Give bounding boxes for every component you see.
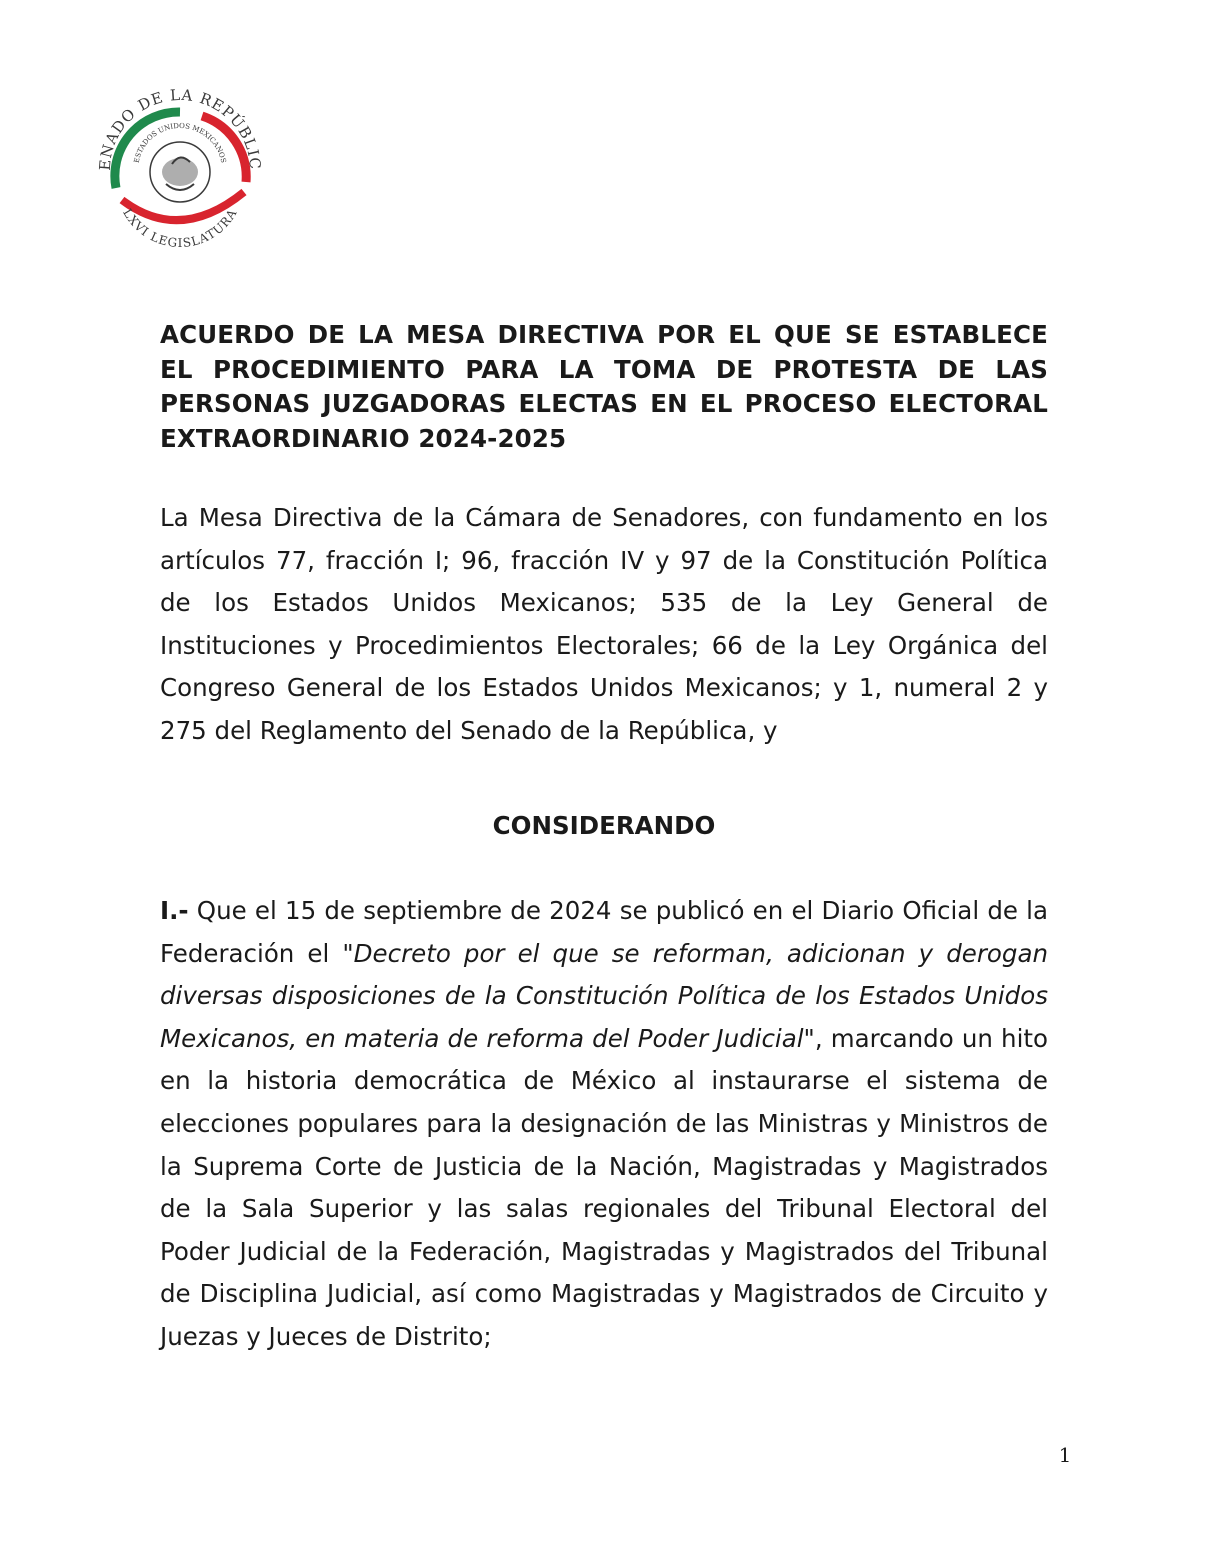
document-title: ACUERDO DE LA MESA DIRECTIVA POR EL QUE SE ESTABLECE EL PROCEDIMIENTO PARA LA TOMA DE PROTESTA DE LAS PERSONAS JUZGADORAS ELECTAS EN EL PROCESO ELECTORAL EXTRAORDINARIO 2024-2025 [160, 320, 1048, 453]
page-number: 1 [1058, 1443, 1072, 1467]
item-text-before: Que el 15 de septiembre de 2024 se publicó en el Diario Oficial de la Federación el [160, 896, 1048, 968]
svg-text:LXVI LEGISLATURA: LXVI LEGISLATURA [120, 206, 240, 251]
svg-text:ESTADOS UNIDOS MEXICANOS: ESTADOS UNIDOS MEXICANOS [132, 121, 228, 164]
section-heading-considerando: CONSIDERANDO [492, 811, 716, 840]
decree-title: "Decreto por el que se reforman, adicionan y derogan diversas disposiciones de la Constitución Política de los Estados Unidos Mexicanos, en materia de reforma del Poder Judicial" [160, 938, 1048, 1053]
considerando-item-1 [160, 890, 1048, 1359]
senate-seal [82, 72, 278, 268]
svg-text:SENADO DE LA REPÚBLICA: ENADO DE LA REPÚBLIC [95, 85, 265, 172]
item-numeral: I.- [160, 896, 189, 925]
item-text-after: , marcando un hito en la historia democrática de México al instaurarse el sistema de elecciones populares para la designación de las Ministras y Ministros de la Suprema Corte de Justicia de la Nación, Magistradas y Magistrados de la Sala Superior y las salas regionales del Tribunal Electoral del Poder Judicial de la Federación, Magistradas y Magistrados del Tribunal de Disciplina Judicial, así como Magistradas y Magistrados de Circuito y Juezas y Jueces de Distrito; [160, 1023, 1048, 1351]
intro-paragraph: La Mesa Directiva de la Cámara de Senadores, con fundamento en los artículos 77, fracción I; 96, fracción IV y 97 de la Constitución Política de los Estados Unidos Mexicanos; 535 de la Ley General de Instituciones y Procedimientos Electorales; 66 de la Ley Orgánica del Congreso General de los Estados Unidos Mexicanos; y 1, numeral 2 y 275 del Reglamento del Senado de la República, y [160, 503, 1048, 745]
